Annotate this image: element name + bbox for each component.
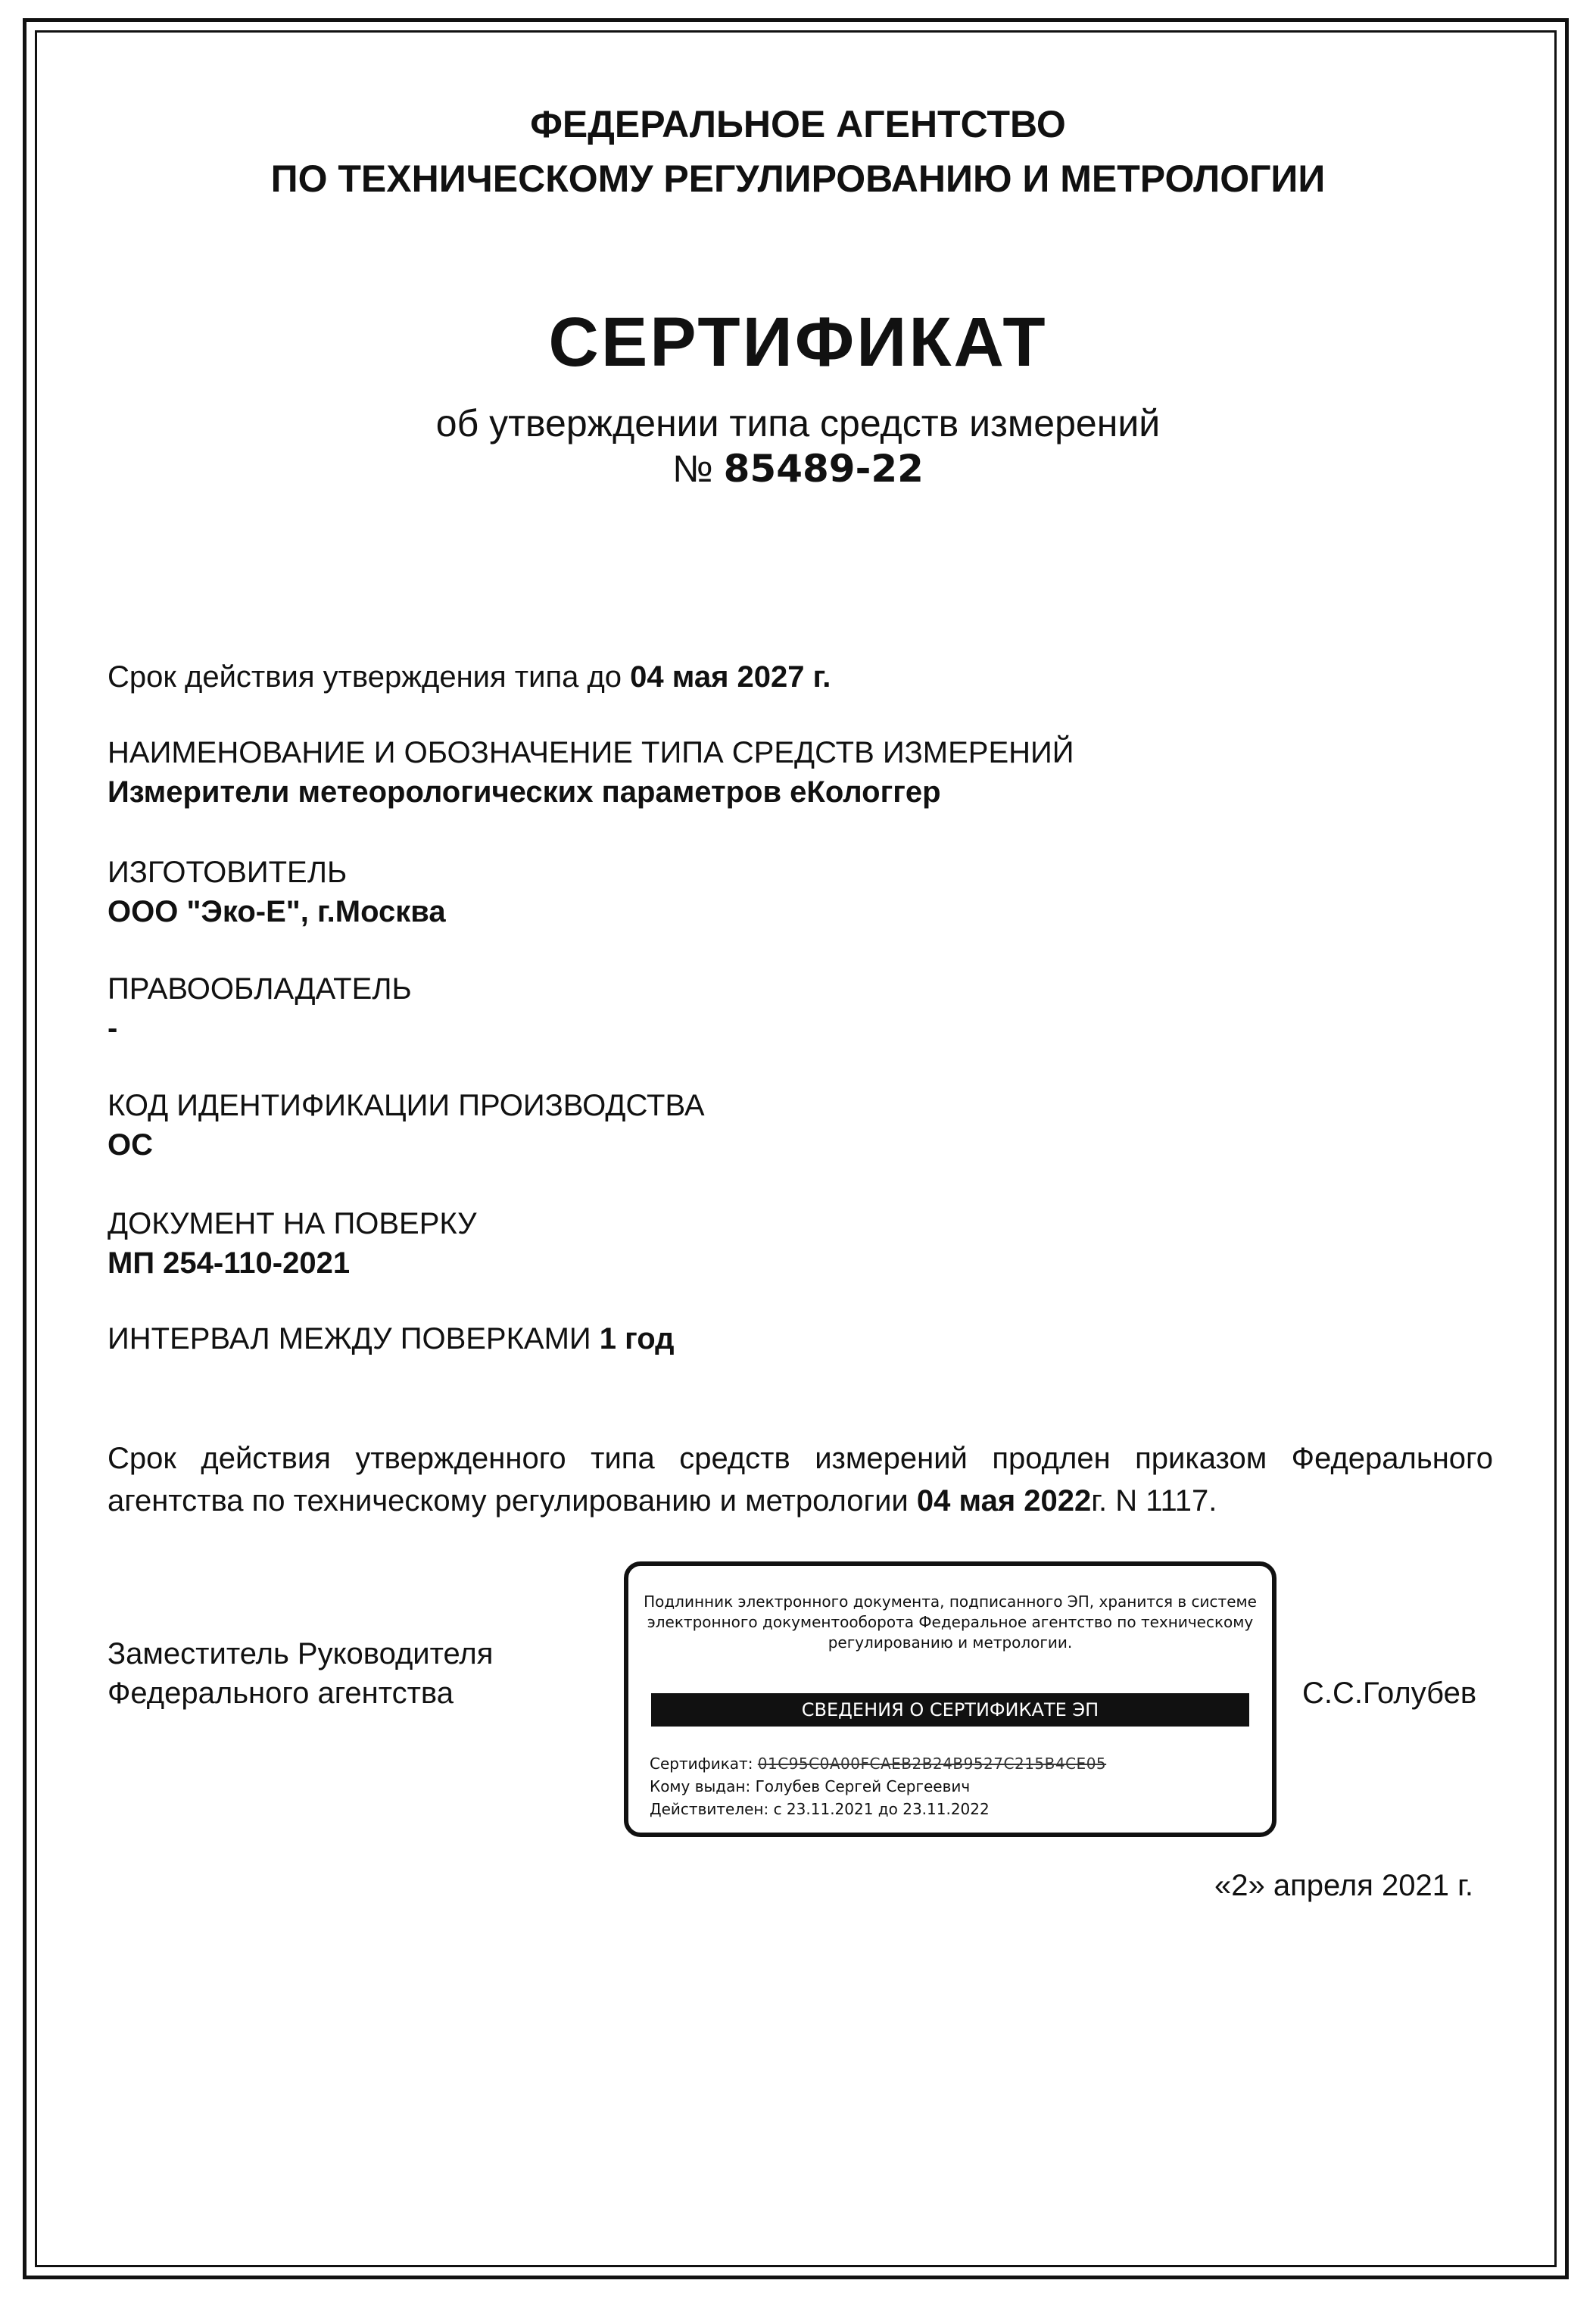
signatory-position-line-1: Заместитель Руководителя xyxy=(108,1637,494,1670)
esign-valid-value: с 23.11.2021 до 23.11.2022 xyxy=(773,1800,990,1818)
type-name-value: Измерители метеорологических параметров еКологгер xyxy=(108,775,941,809)
manufacturer-value: ООО "Эко-Е", г.Москва xyxy=(108,895,446,928)
esign-issued-value: Голубев Сергей Сергеевич xyxy=(755,1777,971,1795)
validity-line xyxy=(108,660,831,694)
verification-doc-value: МП 254-110-2021 xyxy=(108,1246,351,1280)
agency-header xyxy=(0,97,1596,206)
esign-valid-label: Действителен: xyxy=(650,1800,769,1818)
esign-note: Подлинник электронного документа, подписанного ЭП, хранится в системе электронного документооборота Федеральное агентство по техническому регулированию и метрологии. xyxy=(644,1592,1257,1652)
manufacturer-label: ИЗГОТОВИТЕЛЬ xyxy=(108,856,348,889)
extension-order: г. N 1117. xyxy=(1091,1484,1217,1518)
validity-date: 04 мая 2027 г. xyxy=(630,660,831,694)
certificate-number xyxy=(0,447,1596,491)
esign-cert-value: 01C95C0A00FCAEB2B24B9527C215B4CE05 xyxy=(757,1755,1107,1773)
type-name-label: НАИМЕНОВАНИЕ И ОБОЗНАЧЕНИЕ ТИПА СРЕДСТВ ИЗМЕРЕНИЙ xyxy=(108,736,1074,769)
electronic-signature-stamp xyxy=(624,1561,1276,1837)
certificate-subtitle: об утверждении типа средств измерений xyxy=(435,402,1161,445)
esign-details xyxy=(650,1752,1106,1820)
holder-label: ПРАВООБЛАДАТЕЛЬ xyxy=(108,972,412,1006)
number-value: 85489-22 xyxy=(723,447,924,491)
issue-date: «2» апреля 2021 г. xyxy=(1214,1869,1473,1902)
certificate-title: СЕРТИФИКАТ xyxy=(548,304,1048,381)
interval-value: 1 год xyxy=(599,1322,675,1355)
verification-doc-label: ДОКУМЕНТ НА ПОВЕРКУ xyxy=(108,1207,477,1240)
signatory-name: С.С.Голубев xyxy=(1302,1677,1477,1710)
esign-cert-row xyxy=(650,1752,1106,1775)
extension-date: 04 мая 2022 xyxy=(916,1484,1092,1518)
esign-valid-row xyxy=(650,1798,1106,1820)
interval-label: ИНТЕРВАЛ МЕЖДУ ПОВЕРКАМИ xyxy=(108,1322,591,1355)
validity-label: Срок действия утверждения типа до xyxy=(108,660,622,694)
esign-issued-row xyxy=(650,1775,1106,1798)
agency-line-1: ФЕДЕРАЛЬНОЕ АГЕНТСТВО xyxy=(530,103,1066,145)
extension-text: Срок действия утвержденного типа средств измерений продлен приказом Федерального агентства по техническому регулированию и метрологии xyxy=(108,1442,1493,1518)
esign-cert-label: Сертификат: xyxy=(650,1755,753,1773)
esign-issued-label: Кому выдан: xyxy=(650,1777,751,1795)
esign-header-bar: СВЕДЕНИЯ О СЕРТИФИКАТЕ ЭП xyxy=(651,1693,1249,1727)
holder-value: - xyxy=(108,1012,118,1045)
extension-paragraph xyxy=(108,1437,1493,1522)
production-code-value: ОС xyxy=(108,1128,153,1162)
signatory-position-line-2: Федерального агентства xyxy=(108,1677,454,1710)
number-prefix: № xyxy=(672,448,713,490)
production-code-label: КОД ИДЕНТИФИКАЦИИ ПРОИЗВОДСТВА xyxy=(108,1089,705,1122)
interval-line xyxy=(108,1322,675,1356)
agency-line-2: ПО ТЕХНИЧЕСКОМУ РЕГУЛИРОВАНИЮ И МЕТРОЛОГИИ xyxy=(270,158,1326,200)
